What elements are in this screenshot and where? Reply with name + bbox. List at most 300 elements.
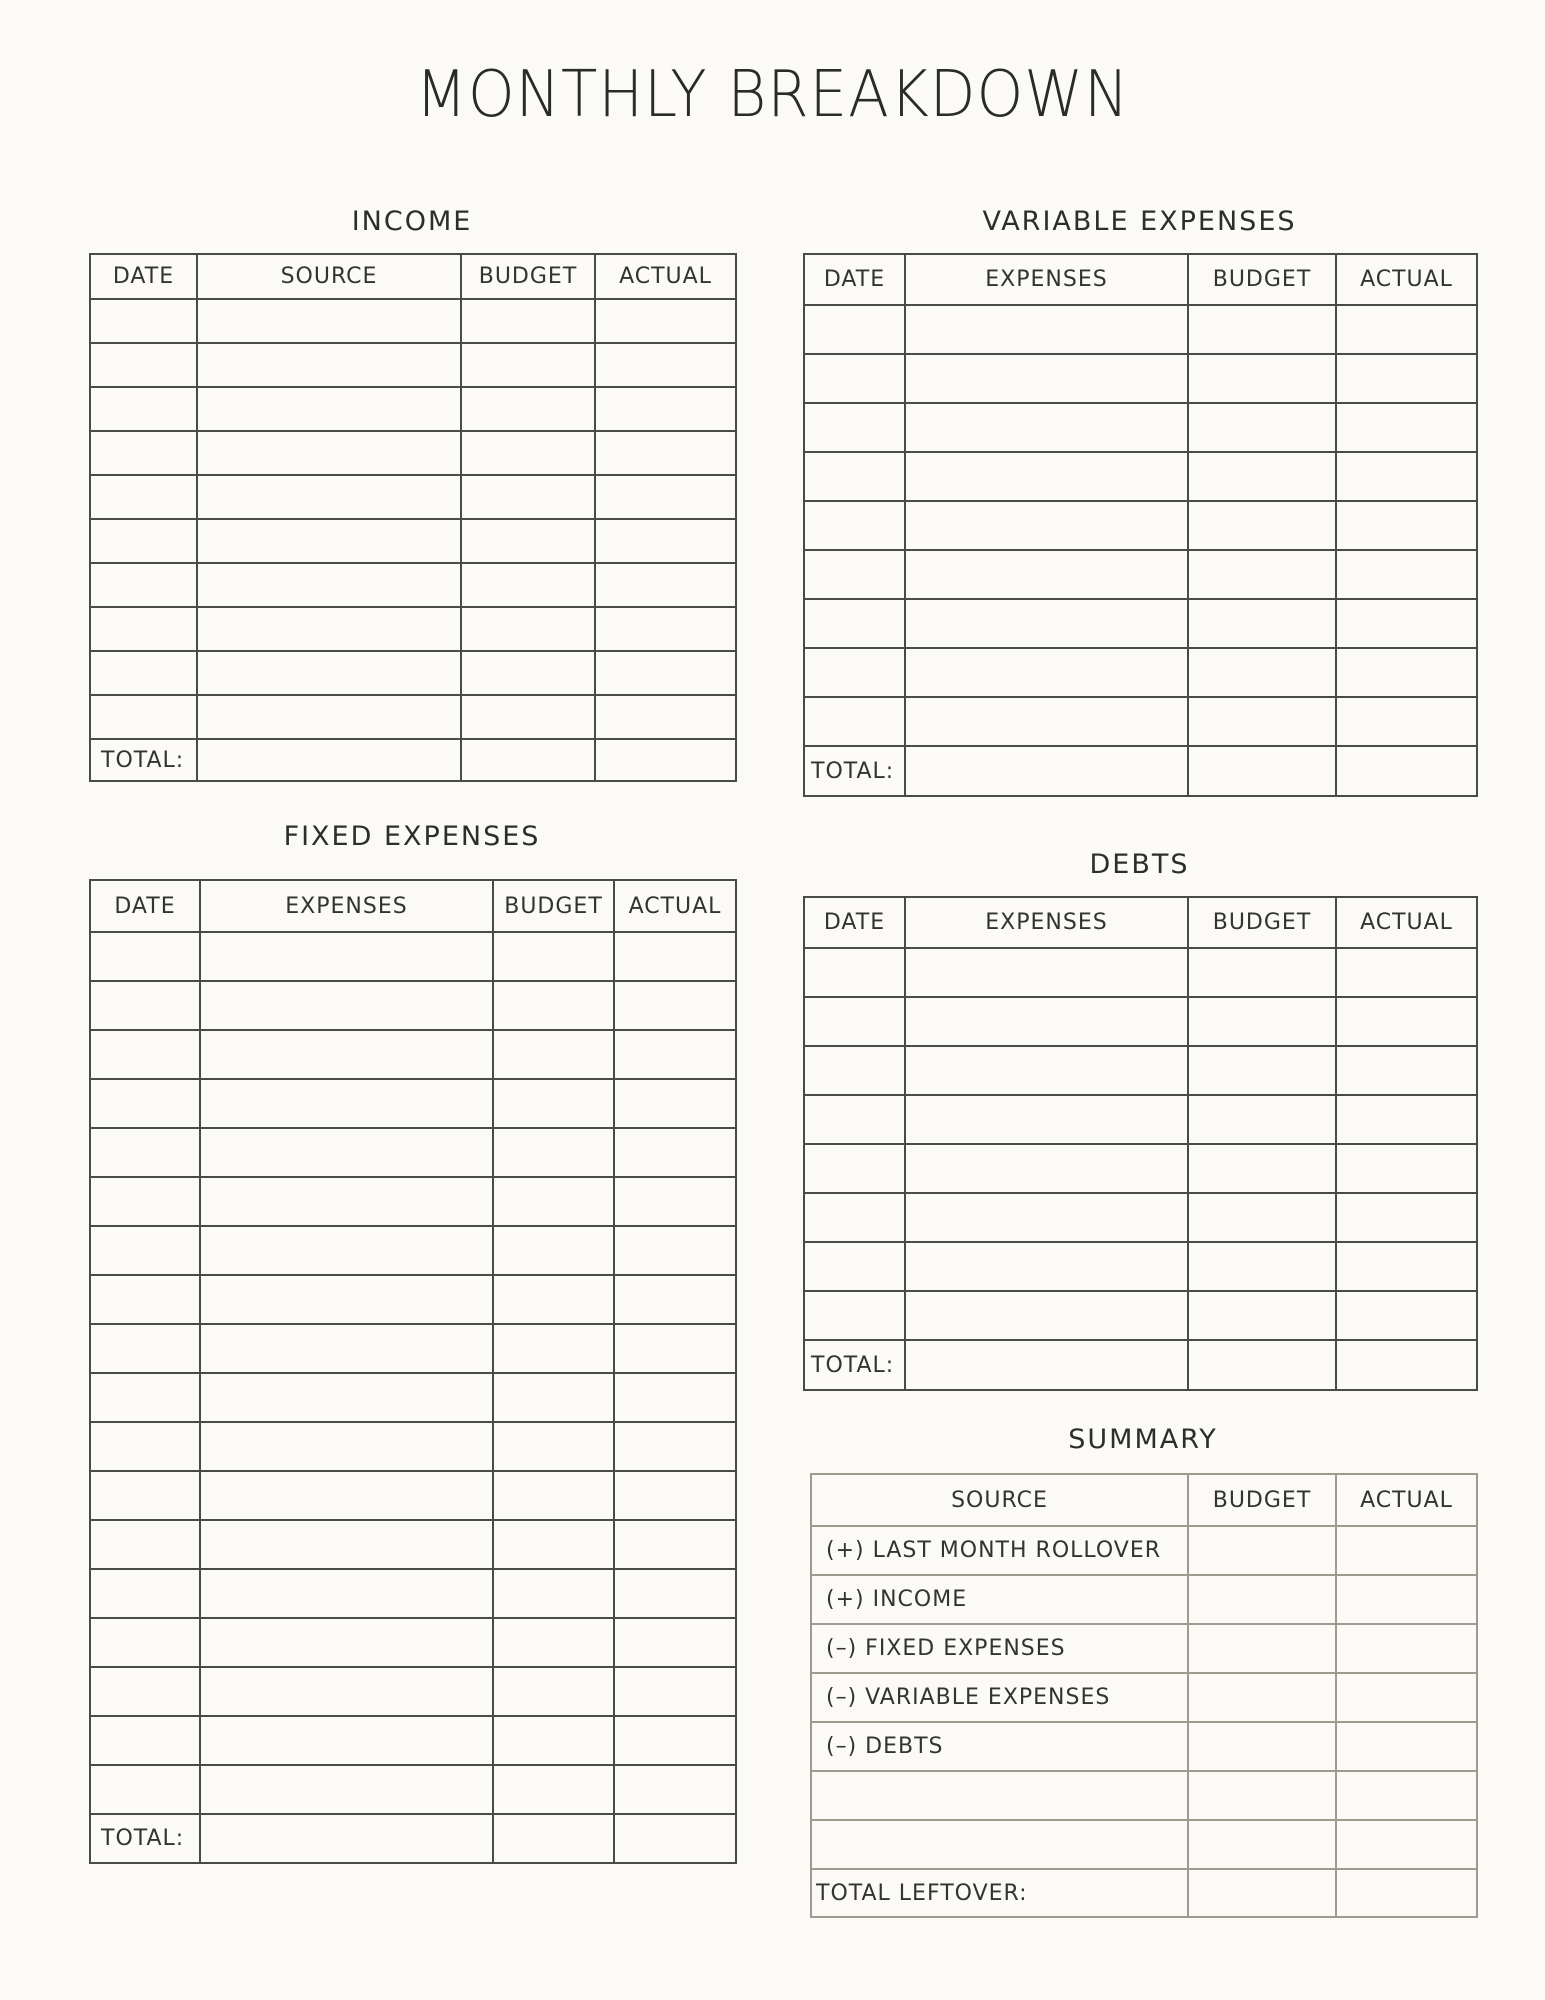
fixed-row	[90, 1373, 736, 1422]
fixed-actual-cell[interactable]	[614, 1618, 736, 1667]
income-entry-cell[interactable]	[197, 475, 461, 519]
income-header-budget: BUDGET	[461, 254, 595, 299]
variable-total-row	[804, 746, 1477, 796]
fixed-date-cell[interactable]	[90, 1030, 200, 1079]
fixed-date-cell[interactable]	[90, 1618, 200, 1667]
variable-budget-cell[interactable]	[1188, 403, 1336, 452]
fixed-date-cell[interactable]	[90, 1471, 200, 1520]
variable-row	[804, 305, 1477, 354]
debts-row	[804, 1242, 1477, 1291]
debts-date-cell[interactable]	[804, 1291, 905, 1340]
income-date-cell[interactable]	[90, 695, 197, 739]
debts-header-budget: BUDGET	[1188, 897, 1336, 948]
debts-header-actual: ACTUAL	[1336, 897, 1477, 948]
income-total-row	[90, 739, 736, 781]
variable-date-cell[interactable]	[804, 550, 905, 599]
summary-actual-cell[interactable]	[1336, 1771, 1477, 1820]
fixed-entry-cell[interactable]	[200, 1520, 493, 1569]
page-title: MONTHLY BREAKDOWN	[415, 58, 1130, 132]
fixed-actual-cell[interactable]	[614, 1667, 736, 1716]
fixed-date-cell[interactable]	[90, 1716, 200, 1765]
variable-row	[804, 501, 1477, 550]
summary-budget-cell[interactable]	[1188, 1673, 1336, 1722]
variable-date-cell[interactable]	[804, 452, 905, 501]
income-row	[90, 695, 736, 739]
fixed-actual-cell[interactable]	[614, 932, 736, 981]
variable-budget-cell[interactable]	[1188, 550, 1336, 599]
debts-date-cell[interactable]	[804, 1193, 905, 1242]
variable-budget-cell[interactable]	[1188, 697, 1336, 746]
income-entry-cell[interactable]	[197, 343, 461, 387]
fixed-budget-cell[interactable]	[493, 1422, 614, 1471]
fixed-expenses-title: FIXED EXPENSES	[283, 821, 541, 852]
fixed-budget-cell[interactable]	[493, 1471, 614, 1520]
fixed-entry-cell[interactable]	[200, 1471, 493, 1520]
fixed-row	[90, 1128, 736, 1177]
summary-row-label: (–) FIXED EXPENSES	[811, 1624, 1188, 1673]
fixed-budget-cell[interactable]	[493, 1373, 614, 1422]
income-date-cell[interactable]	[90, 431, 197, 475]
debts-date-cell[interactable]	[804, 1144, 905, 1193]
debts-table	[803, 896, 1478, 1391]
fixed-total-expenses-cell[interactable]	[200, 1814, 493, 1863]
debts-entry-cell[interactable]	[905, 1242, 1188, 1291]
fixed-header-budget: BUDGET	[493, 880, 614, 932]
fixed-expenses-table	[89, 879, 737, 1864]
summary-row-label: (–) VARIABLE EXPENSES	[811, 1673, 1188, 1722]
fixed-date-cell[interactable]	[90, 932, 200, 981]
debts-entry-cell[interactable]	[905, 1144, 1188, 1193]
variable-total-budget-cell[interactable]	[1188, 746, 1336, 796]
income-entry-cell[interactable]	[197, 299, 461, 343]
variable-date-cell[interactable]	[804, 354, 905, 403]
variable-actual-cell[interactable]	[1336, 550, 1477, 599]
income-total-actual-cell[interactable]	[595, 739, 736, 781]
fixed-budget-cell[interactable]	[493, 1618, 614, 1667]
variable-expenses-title: VARIABLE EXPENSES	[982, 206, 1297, 237]
income-entry-cell[interactable]	[197, 519, 461, 563]
variable-actual-cell[interactable]	[1336, 305, 1477, 354]
income-total-source-cell[interactable]	[197, 739, 461, 781]
fixed-total-actual-cell[interactable]	[614, 1814, 736, 1863]
variable-total-expenses-cell[interactable]	[905, 746, 1188, 796]
variable-actual-cell[interactable]	[1336, 697, 1477, 746]
income-row	[90, 299, 736, 343]
fixed-date-cell[interactable]	[90, 1667, 200, 1716]
fixed-budget-cell[interactable]	[493, 1079, 614, 1128]
variable-date-cell[interactable]	[804, 648, 905, 697]
debts-date-cell[interactable]	[804, 1242, 905, 1291]
fixed-actual-cell[interactable]	[614, 1765, 736, 1814]
debts-actual-cell[interactable]	[1336, 1095, 1477, 1144]
fixed-row	[90, 981, 736, 1030]
income-entry-cell[interactable]	[197, 563, 461, 607]
debts-title: DEBTS	[1089, 849, 1190, 880]
variable-entry-cell[interactable]	[905, 501, 1188, 550]
income-date-cell[interactable]	[90, 651, 197, 695]
income-date-cell[interactable]	[90, 519, 197, 563]
income-total-budget-cell[interactable]	[461, 739, 595, 781]
income-total-label: TOTAL:	[90, 739, 197, 781]
fixed-row	[90, 1716, 736, 1765]
income-budget-cell[interactable]	[461, 343, 595, 387]
fixed-row	[90, 1765, 736, 1814]
debts-budget-cell[interactable]	[1188, 1046, 1336, 1095]
fixed-row	[90, 1030, 736, 1079]
fixed-actual-cell[interactable]	[614, 1324, 736, 1373]
income-row	[90, 519, 736, 563]
fixed-entry-cell[interactable]	[200, 1373, 493, 1422]
fixed-entry-cell[interactable]	[200, 932, 493, 981]
fixed-date-cell[interactable]	[90, 1226, 200, 1275]
variable-date-cell[interactable]	[804, 697, 905, 746]
income-date-cell[interactable]	[90, 299, 197, 343]
fixed-entry-cell[interactable]	[200, 1618, 493, 1667]
debts-actual-cell[interactable]	[1336, 1046, 1477, 1095]
debts-header-expenses: EXPENSES	[905, 897, 1188, 948]
income-actual-cell[interactable]	[595, 607, 736, 651]
debts-row	[804, 948, 1477, 997]
income-title: INCOME	[351, 206, 473, 237]
fixed-actual-cell[interactable]	[614, 1471, 736, 1520]
fixed-entry-cell[interactable]	[200, 1079, 493, 1128]
fixed-budget-cell[interactable]	[493, 1226, 614, 1275]
fixed-row	[90, 1520, 736, 1569]
fixed-budget-cell[interactable]	[493, 981, 614, 1030]
fixed-header-expenses: EXPENSES	[200, 880, 493, 932]
variable-budget-cell[interactable]	[1188, 452, 1336, 501]
debts-budget-cell[interactable]	[1188, 1291, 1336, 1340]
income-entry-cell[interactable]	[197, 431, 461, 475]
summary-budget-cell[interactable]	[1188, 1575, 1336, 1624]
variable-entry-cell[interactable]	[905, 354, 1188, 403]
fixed-date-cell[interactable]	[90, 1324, 200, 1373]
summary-row	[811, 1575, 1477, 1624]
debts-actual-cell[interactable]	[1336, 1291, 1477, 1340]
debts-entry-cell[interactable]	[905, 1291, 1188, 1340]
variable-entry-cell[interactable]	[905, 697, 1188, 746]
fixed-budget-cell[interactable]	[493, 1765, 614, 1814]
debts-budget-cell[interactable]	[1188, 1095, 1336, 1144]
fixed-date-cell[interactable]	[90, 1177, 200, 1226]
variable-header-budget: BUDGET	[1188, 254, 1336, 305]
variable-expenses-table	[803, 253, 1478, 797]
variable-actual-cell[interactable]	[1336, 354, 1477, 403]
variable-date-cell[interactable]	[804, 599, 905, 648]
fixed-budget-cell[interactable]	[493, 1128, 614, 1177]
income-row	[90, 475, 736, 519]
debts-entry-cell[interactable]	[905, 948, 1188, 997]
debts-total-actual-cell[interactable]	[1336, 1340, 1477, 1390]
fixed-date-cell[interactable]	[90, 1422, 200, 1471]
income-row	[90, 607, 736, 651]
variable-budget-cell[interactable]	[1188, 501, 1336, 550]
summary-header-budget: BUDGET	[1188, 1474, 1336, 1526]
summary-row	[811, 1722, 1477, 1771]
debts-row	[804, 1095, 1477, 1144]
income-budget-cell[interactable]	[461, 431, 595, 475]
fixed-budget-cell[interactable]	[493, 1177, 614, 1226]
variable-actual-cell[interactable]	[1336, 501, 1477, 550]
debts-date-cell[interactable]	[804, 1046, 905, 1095]
variable-entry-cell[interactable]	[905, 550, 1188, 599]
fixed-actual-cell[interactable]	[614, 1569, 736, 1618]
fixed-budget-cell[interactable]	[493, 932, 614, 981]
variable-actual-cell[interactable]	[1336, 648, 1477, 697]
summary-title: SUMMARY	[1068, 1424, 1218, 1455]
income-budget-cell[interactable]	[461, 299, 595, 343]
debts-total-expenses-cell[interactable]	[905, 1340, 1188, 1390]
income-actual-cell[interactable]	[595, 431, 736, 475]
fixed-entry-cell[interactable]	[200, 1275, 493, 1324]
summary-budget-cell[interactable]	[1188, 1624, 1336, 1673]
debts-date-cell[interactable]	[804, 948, 905, 997]
summary-row-label: (–) DEBTS	[811, 1722, 1188, 1771]
income-date-cell[interactable]	[90, 343, 197, 387]
summary-row-label: (+) INCOME	[811, 1575, 1188, 1624]
fixed-entry-cell[interactable]	[200, 1177, 493, 1226]
income-budget-cell[interactable]	[461, 651, 595, 695]
fixed-row	[90, 1667, 736, 1716]
summary-budget-cell[interactable]	[1188, 1526, 1336, 1575]
income-table	[89, 253, 737, 782]
debts-row	[804, 1144, 1477, 1193]
variable-actual-cell[interactable]	[1336, 599, 1477, 648]
fixed-budget-cell[interactable]	[493, 1030, 614, 1079]
summary-row	[811, 1673, 1477, 1722]
fixed-budget-cell[interactable]	[493, 1520, 614, 1569]
fixed-actual-cell[interactable]	[614, 1226, 736, 1275]
fixed-row	[90, 1471, 736, 1520]
debts-budget-cell[interactable]	[1188, 997, 1336, 1046]
variable-header-expenses: EXPENSES	[905, 254, 1188, 305]
variable-row	[804, 550, 1477, 599]
income-row	[90, 563, 736, 607]
summary-total-budget-cell[interactable]	[1188, 1869, 1336, 1917]
debts-budget-cell[interactable]	[1188, 948, 1336, 997]
fixed-date-cell[interactable]	[90, 981, 200, 1030]
income-budget-cell[interactable]	[461, 519, 595, 563]
summary-budget-cell[interactable]	[1188, 1771, 1336, 1820]
fixed-actual-cell[interactable]	[614, 1716, 736, 1765]
income-actual-cell[interactable]	[595, 299, 736, 343]
income-actual-cell[interactable]	[595, 343, 736, 387]
income-header-source: SOURCE	[197, 254, 461, 299]
fixed-entry-cell[interactable]	[200, 1324, 493, 1373]
debts-budget-cell[interactable]	[1188, 1193, 1336, 1242]
variable-row	[804, 648, 1477, 697]
variable-budget-cell[interactable]	[1188, 599, 1336, 648]
debts-actual-cell[interactable]	[1336, 1242, 1477, 1291]
variable-date-cell[interactable]	[804, 501, 905, 550]
fixed-row	[90, 1324, 736, 1373]
summary-actual-cell[interactable]	[1336, 1722, 1477, 1771]
summary-total-label: TOTAL LEFTOVER:	[811, 1869, 1188, 1917]
debts-total-row	[804, 1340, 1477, 1390]
fixed-date-cell[interactable]	[90, 1128, 200, 1177]
fixed-actual-cell[interactable]	[614, 1373, 736, 1422]
debts-actual-cell[interactable]	[1336, 1144, 1477, 1193]
variable-entry-cell[interactable]	[905, 452, 1188, 501]
variable-date-cell[interactable]	[804, 305, 905, 354]
fixed-header-date: DATE	[90, 880, 200, 932]
fixed-actual-cell[interactable]	[614, 1520, 736, 1569]
fixed-row	[90, 1226, 736, 1275]
variable-row	[804, 354, 1477, 403]
income-budget-cell[interactable]	[461, 563, 595, 607]
variable-total-label: TOTAL:	[804, 746, 905, 796]
fixed-entry-cell[interactable]	[200, 1765, 493, 1814]
debts-date-cell[interactable]	[804, 1095, 905, 1144]
income-budget-cell[interactable]	[461, 607, 595, 651]
debts-total-budget-cell[interactable]	[1188, 1340, 1336, 1390]
income-budget-cell[interactable]	[461, 695, 595, 739]
fixed-entry-cell[interactable]	[200, 1422, 493, 1471]
fixed-budget-cell[interactable]	[493, 1569, 614, 1618]
variable-total-actual-cell[interactable]	[1336, 746, 1477, 796]
fixed-budget-cell[interactable]	[493, 1716, 614, 1765]
income-header-date: DATE	[90, 254, 197, 299]
summary-actual-cell[interactable]	[1336, 1624, 1477, 1673]
fixed-actual-cell[interactable]	[614, 1275, 736, 1324]
summary-total-row	[811, 1869, 1477, 1917]
variable-actual-cell[interactable]	[1336, 452, 1477, 501]
fixed-budget-cell[interactable]	[493, 1667, 614, 1716]
fixed-entry-cell[interactable]	[200, 1030, 493, 1079]
fixed-row	[90, 932, 736, 981]
variable-row	[804, 697, 1477, 746]
income-actual-cell[interactable]	[595, 387, 736, 431]
fixed-header-actual: ACTUAL	[614, 880, 736, 932]
debts-total-label: TOTAL:	[804, 1340, 905, 1390]
debts-actual-cell[interactable]	[1336, 997, 1477, 1046]
fixed-actual-cell[interactable]	[614, 1030, 736, 1079]
summary-budget-cell[interactable]	[1188, 1820, 1336, 1869]
fixed-total-budget-cell[interactable]	[493, 1814, 614, 1863]
debts-entry-cell[interactable]	[905, 1095, 1188, 1144]
fixed-total-label: TOTAL:	[90, 1814, 200, 1863]
fixed-budget-cell[interactable]	[493, 1324, 614, 1373]
income-row	[90, 343, 736, 387]
income-actual-cell[interactable]	[595, 519, 736, 563]
fixed-actual-cell[interactable]	[614, 1422, 736, 1471]
income-date-cell[interactable]	[90, 607, 197, 651]
fixed-date-cell[interactable]	[90, 1275, 200, 1324]
income-row	[90, 387, 736, 431]
variable-row	[804, 599, 1477, 648]
income-entry-cell[interactable]	[197, 695, 461, 739]
variable-entry-cell[interactable]	[905, 648, 1188, 697]
summary-actual-cell[interactable]	[1336, 1526, 1477, 1575]
fixed-row	[90, 1275, 736, 1324]
summary-total-actual-cell[interactable]	[1336, 1869, 1477, 1917]
fixed-row	[90, 1177, 736, 1226]
fixed-date-cell[interactable]	[90, 1765, 200, 1814]
variable-entry-cell[interactable]	[905, 305, 1188, 354]
summary-table	[810, 1473, 1478, 1918]
summary-row	[811, 1771, 1477, 1820]
fixed-entry-cell[interactable]	[200, 1128, 493, 1177]
fixed-row	[90, 1618, 736, 1667]
fixed-total-row	[90, 1814, 736, 1863]
income-budget-cell[interactable]	[461, 475, 595, 519]
debts-row	[804, 997, 1477, 1046]
summary-row-label	[811, 1771, 1188, 1820]
income-actual-cell[interactable]	[595, 695, 736, 739]
debts-entry-cell[interactable]	[905, 997, 1188, 1046]
debts-entry-cell[interactable]	[905, 1046, 1188, 1095]
debts-budget-cell[interactable]	[1188, 1242, 1336, 1291]
summary-actual-cell[interactable]	[1336, 1820, 1477, 1869]
variable-budget-cell[interactable]	[1188, 354, 1336, 403]
income-actual-cell[interactable]	[595, 651, 736, 695]
variable-date-cell[interactable]	[804, 403, 905, 452]
variable-budget-cell[interactable]	[1188, 305, 1336, 354]
variable-row	[804, 403, 1477, 452]
income-date-cell[interactable]	[90, 387, 197, 431]
fixed-date-cell[interactable]	[90, 1373, 200, 1422]
variable-header-date: DATE	[804, 254, 905, 305]
variable-actual-cell[interactable]	[1336, 403, 1477, 452]
summary-row-label: (+) LAST MONTH ROLLOVER	[811, 1526, 1188, 1575]
fixed-row	[90, 1079, 736, 1128]
income-budget-cell[interactable]	[461, 387, 595, 431]
fixed-date-cell[interactable]	[90, 1079, 200, 1128]
variable-row	[804, 452, 1477, 501]
fixed-row	[90, 1569, 736, 1618]
income-actual-cell[interactable]	[595, 475, 736, 519]
fixed-entry-cell[interactable]	[200, 981, 493, 1030]
debts-budget-cell[interactable]	[1188, 1144, 1336, 1193]
fixed-actual-cell[interactable]	[614, 981, 736, 1030]
fixed-actual-cell[interactable]	[614, 1177, 736, 1226]
fixed-date-cell[interactable]	[90, 1520, 200, 1569]
variable-header-actual: ACTUAL	[1336, 254, 1477, 305]
income-date-cell[interactable]	[90, 475, 197, 519]
income-entry-cell[interactable]	[197, 651, 461, 695]
debts-row	[804, 1291, 1477, 1340]
fixed-entry-cell[interactable]	[200, 1569, 493, 1618]
summary-row	[811, 1624, 1477, 1673]
fixed-budget-cell[interactable]	[493, 1275, 614, 1324]
debts-row	[804, 1193, 1477, 1242]
debts-date-cell[interactable]	[804, 997, 905, 1046]
fixed-date-cell[interactable]	[90, 1569, 200, 1618]
income-header-actual: ACTUAL	[595, 254, 736, 299]
summary-budget-cell[interactable]	[1188, 1722, 1336, 1771]
income-entry-cell[interactable]	[197, 387, 461, 431]
summary-actual-cell[interactable]	[1336, 1673, 1477, 1722]
debts-entry-cell[interactable]	[905, 1193, 1188, 1242]
variable-entry-cell[interactable]	[905, 599, 1188, 648]
income-actual-cell[interactable]	[595, 563, 736, 607]
income-entry-cell[interactable]	[197, 607, 461, 651]
fixed-entry-cell[interactable]	[200, 1716, 493, 1765]
fixed-actual-cell[interactable]	[614, 1128, 736, 1177]
fixed-entry-cell[interactable]	[200, 1226, 493, 1275]
summary-header-actual: ACTUAL	[1336, 1474, 1477, 1526]
fixed-entry-cell[interactable]	[200, 1667, 493, 1716]
debts-actual-cell[interactable]	[1336, 1193, 1477, 1242]
income-date-cell[interactable]	[90, 563, 197, 607]
debts-actual-cell[interactable]	[1336, 948, 1477, 997]
fixed-actual-cell[interactable]	[614, 1079, 736, 1128]
income-row	[90, 651, 736, 695]
variable-budget-cell[interactable]	[1188, 648, 1336, 697]
variable-entry-cell[interactable]	[905, 403, 1188, 452]
summary-row-label	[811, 1820, 1188, 1869]
summary-actual-cell[interactable]	[1336, 1575, 1477, 1624]
